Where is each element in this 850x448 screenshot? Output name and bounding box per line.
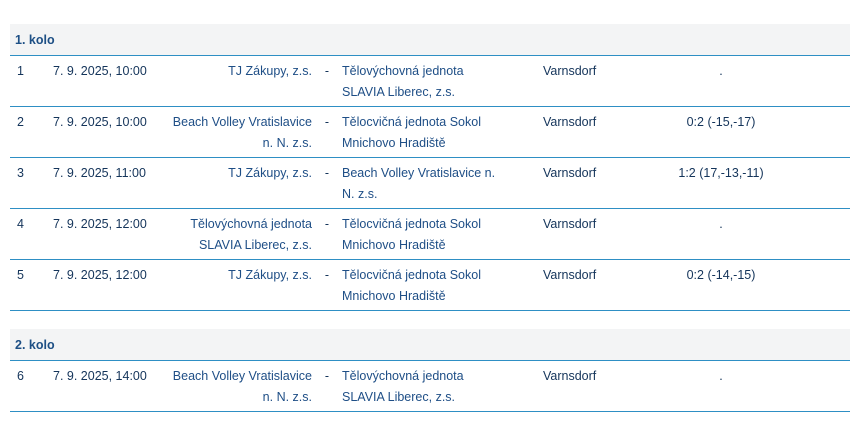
match-venue: Varnsdorf: [543, 166, 597, 180]
match-row: [10, 158, 850, 209]
match-number: 6: [17, 369, 24, 383]
match-venue: Varnsdorf: [543, 217, 597, 231]
versus-separator: -: [324, 217, 330, 231]
match-venue: Varnsdorf: [543, 369, 597, 383]
home-team-link[interactable]: TJ Zákupy, z.s.: [228, 268, 312, 282]
home-team-link[interactable]: TJ Zákupy, z.s.: [228, 64, 312, 78]
match-row: [10, 56, 850, 107]
away-team-link[interactable]: Tělovýchovná jednota SLAVIA Liberec, z.s.: [342, 369, 464, 404]
away-team-link[interactable]: Tělovýchovná jednota SLAVIA Liberec, z.s.: [342, 64, 464, 99]
round-section-2: [10, 329, 850, 412]
round-header: [10, 24, 850, 56]
match-datetime: 7. 9. 2025, 12:00: [53, 268, 147, 282]
match-datetime: 7. 9. 2025, 10:00: [53, 64, 147, 78]
match-datetime: 7. 9. 2025, 10:00: [53, 115, 147, 129]
home-team-link[interactable]: Beach Volley Vratislavice n. N. z.s.: [172, 369, 312, 404]
match-venue: Varnsdorf: [543, 115, 597, 129]
home-team-link[interactable]: TJ Zákupy, z.s.: [228, 166, 312, 180]
round-title: 1. kolo: [15, 32, 55, 47]
match-venue: Varnsdorf: [543, 268, 597, 282]
match-score: 0:2 (-15,-17): [686, 115, 756, 129]
match-score: 0:2 (-14,-15): [686, 268, 756, 282]
match-datetime: 7. 9. 2025, 11:00: [53, 166, 146, 180]
away-team-link[interactable]: Tělocvičná jednota Sokol Mnichovo Hradiště: [342, 115, 481, 150]
round-section-1: [10, 24, 850, 311]
round-title: 2. kolo: [15, 337, 55, 352]
home-team-link[interactable]: Tělovýchovná jednota SLAVIA Liberec, z.s.: [190, 217, 312, 252]
home-team-link[interactable]: Beach Volley Vratislavice n. N. z.s.: [172, 115, 312, 150]
match-score: .: [719, 64, 723, 78]
versus-separator: -: [324, 115, 330, 129]
away-team-link[interactable]: Tělocvičná jednota Sokol Mnichovo Hradiště: [342, 217, 481, 252]
away-team-link[interactable]: Beach Volley Vratislavice n. N. z.s.: [342, 166, 496, 201]
away-team-link[interactable]: Tělocvičná jednota Sokol Mnichovo Hradiště: [342, 268, 481, 303]
versus-separator: -: [324, 166, 330, 180]
versus-separator: -: [324, 64, 330, 78]
match-row: [10, 260, 850, 311]
round-header: [10, 329, 850, 361]
match-number: 2: [17, 115, 24, 129]
match-datetime: 7. 9. 2025, 12:00: [53, 217, 147, 231]
match-number: 5: [17, 268, 24, 282]
match-venue: Varnsdorf: [543, 64, 597, 78]
versus-separator: -: [324, 369, 330, 383]
match-row: [10, 361, 850, 412]
versus-separator: -: [324, 268, 330, 282]
match-score: 1:2 (17,-13,-11): [678, 166, 764, 180]
match-number: 4: [17, 217, 24, 231]
match-row: [10, 209, 850, 260]
match-datetime: 7. 9. 2025, 14:00: [53, 369, 147, 383]
match-score: .: [719, 369, 723, 383]
match-number: 3: [17, 166, 24, 180]
match-score: .: [719, 217, 723, 231]
match-row: [10, 107, 850, 158]
match-number: 1: [17, 64, 24, 78]
